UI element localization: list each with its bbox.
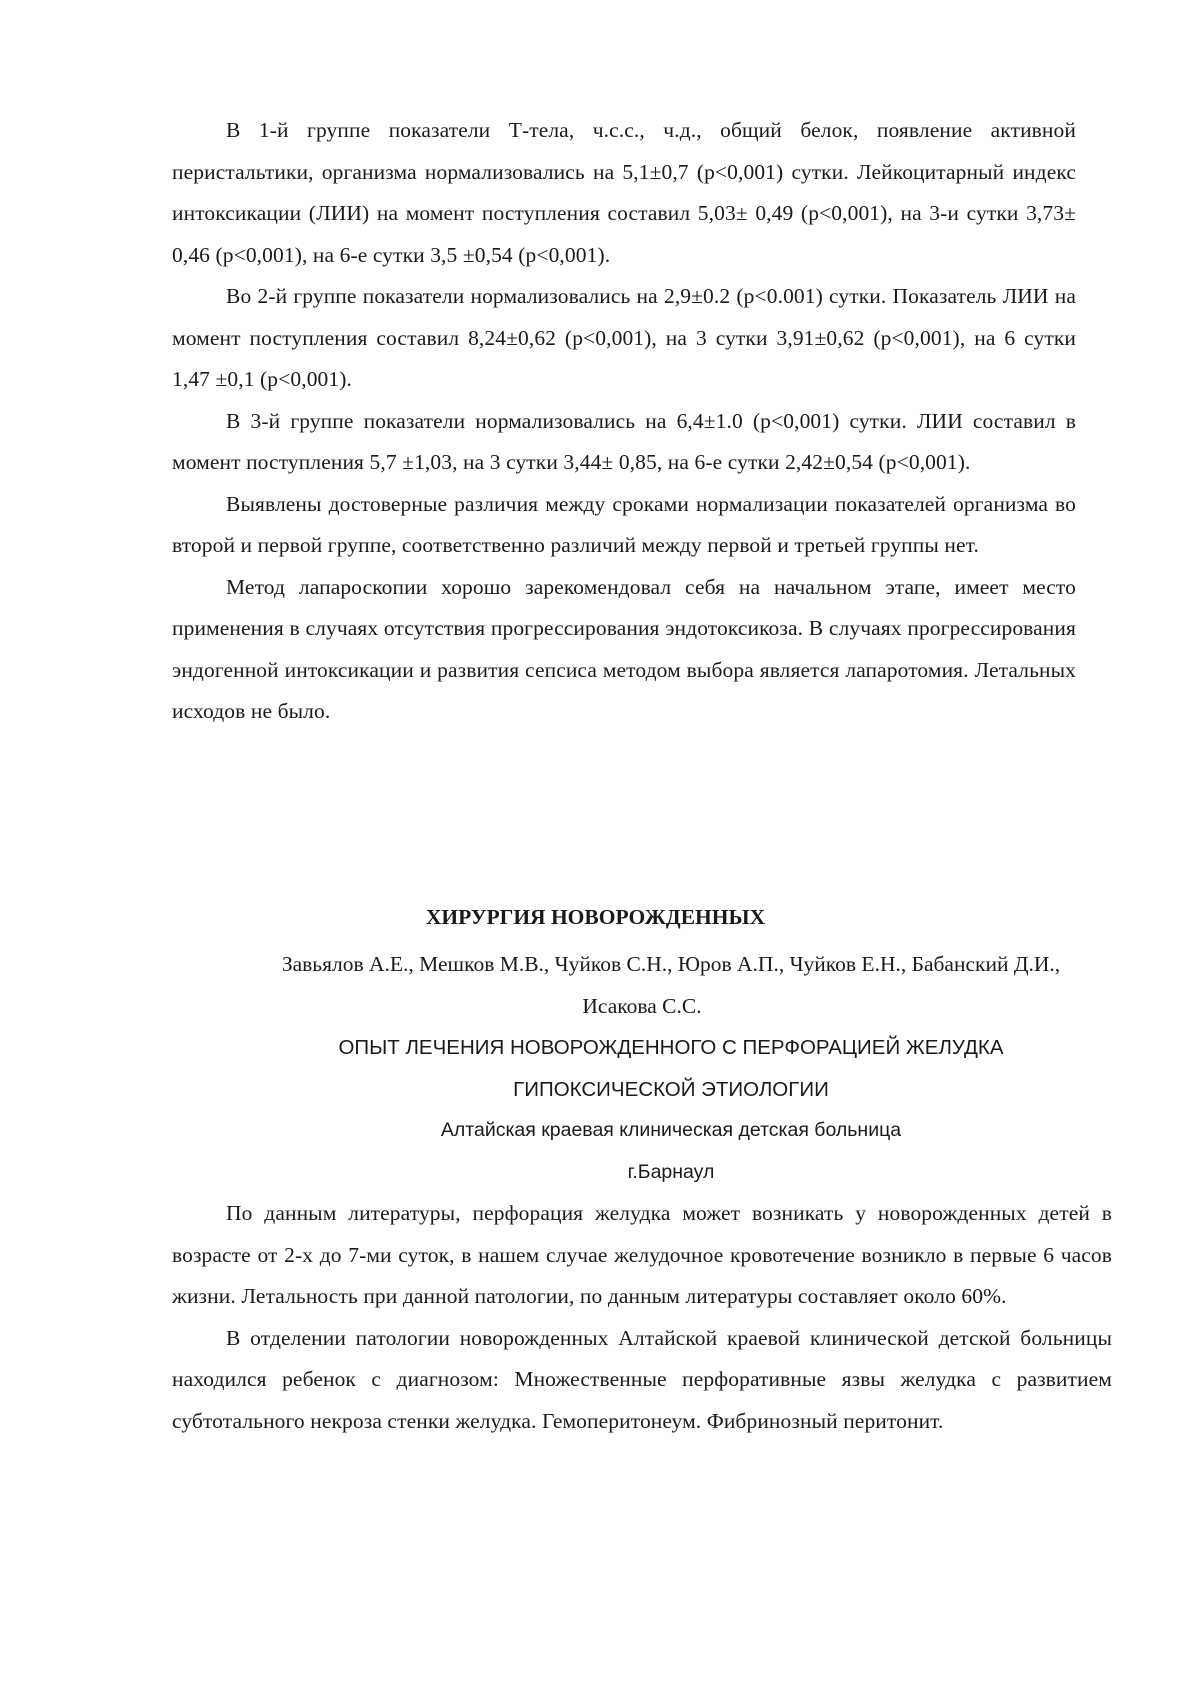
article-title-line-1: ОПЫТ ЛЕЧЕНИЯ НОВОРОЖДЕННОГО С ПЕРФОРАЦИЕЙ ЖЕЛУДКА [338,1036,1004,1059]
paragraph-group3-results: В 3-й группе показатели нормализовались на 6,4±1.0 (р<0,001) сутки. ЛИИ составил в момент поступления 5,7 ±1,03, на 3 сутки 3,44± 0,85, на 6-е сутки 2,42±0,54 (р<0,001). [172,408,1076,474]
authors-line-2: Исакова С.С. [582,993,702,1018]
authors-list [172,944,1112,1027]
paragraph-literature: По данным литературы, перфорация желудка может возникать у новорожденных детей в возрасте от 2-х до 7-ми суток, в нашем случае желудочное кровотечение возникло в первые 6 часов жизни. Летальность при данной патологии, по данным литературы составляет около 60%. [172,1201,1112,1308]
paragraph-conclusion: Метод лапароскопии хорошо зарекомендовал себя на начальном этапе, имеет место применения в случаях отсутствия прогрессирования эндотоксикоза. В случаях прогрессирования эндогенной интоксикации и развития сепсиса методом выбора является лапаротомия. Летальных исходов не было. [172,574,1076,723]
paragraph-case-diagnosis: В отделении патологии новорожденных Алтайской краевой клинической детской больницы находился ребенок с диагнозом: Множественные перфоративные язвы желудка с развитием субтотального некроза стенки желудка. Гемоперитонеум. Фибринозный перитонит. [172,1325,1112,1433]
section-heading: ХИРУРГИЯ НОВОРОЖДЕННЫХ [425,905,766,929]
article-title-line-2: ГИПОКСИЧЕСКОЙ ЭТИОЛОГИИ [513,1077,829,1101]
case-text-block [172,1193,1112,1442]
authors-line-1: Завьялов А.Е., Мешков М.В., Чуйков С.Н., Юров А.П., Чуйков Е.Н., Бабанский Д.И., [281,952,1061,976]
results-text-block [172,110,1076,733]
paragraph-group1-results: В 1-й группе показатели Т-тела, ч.с.с., ч.д., общий белок, появление активной перистальтики, организма нормализовались на 5,1±0,7 (р<0,001) сутки. Лейкоцитарный индекс интоксикации (ЛИИ) на момент поступления составил 5,03± 0,49 (р<0,001), на 3-и сутки 3,73± 0,46 (р<0,001), на 6-е сутки 3,5 ±0,54 (р<0,001). [172,118,1076,267]
affiliation [230,1110,1112,1193]
article-title [230,1027,1112,1110]
paragraph-differences: Выявлены достоверные различия между сроками нормализации показателей организма во второй и первой группе, соответственно различий между первой и третьей группы нет. [172,491,1076,557]
institution-city: г.Барнаул [627,1160,715,1183]
institution-name: Алтайская краевая клиническая детская больница [440,1119,902,1141]
paragraph-group2-results: Во 2-й группе показатели нормализовались на 2,9±0.2 (р<0.001) сутки. Показатель ЛИИ на момент поступления составил 8,24±0,62 (р<0,001), на 3 сутки 3,91±0,62 (р<0,001), на 6 сутки 1,47 ±0,1 (р<0,001). [172,284,1076,391]
